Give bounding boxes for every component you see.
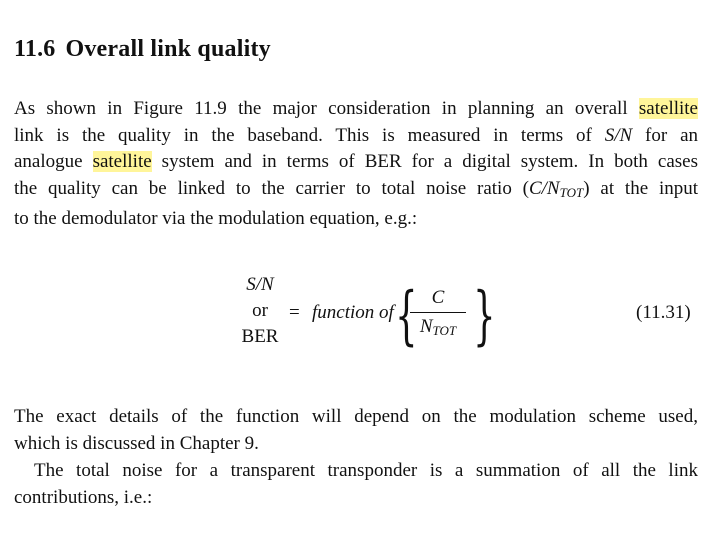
right-brace: } [473, 279, 496, 353]
text-run: for an [645, 124, 699, 146]
highlighted-term: satellite [92, 151, 152, 172]
fraction [408, 286, 468, 343]
carrier-noise-symbol [529, 178, 583, 199]
signal-noise-symbol: S/N [604, 124, 633, 146]
left-brace: { [395, 279, 418, 353]
text-run: C/N [528, 177, 560, 199]
paragraph-line [14, 176, 698, 207]
text-run: link is the quality in the baseband. This is measured in terms of [14, 124, 592, 146]
section-heading [14, 36, 271, 63]
equation-lhs [236, 272, 284, 350]
text-run: analogue [14, 151, 83, 172]
paragraph-line [14, 149, 698, 176]
fraction-bar [410, 312, 466, 313]
paragraph-noise [14, 458, 698, 511]
paragraph-line: to the demodulator via the modulation equation, e.g.: [14, 208, 418, 229]
paragraph-intro [14, 96, 698, 233]
paragraph-line: The total noise for a transparent transponder is a summation of all the link [34, 460, 698, 481]
text-run: ) at the input [583, 177, 699, 199]
paragraph-line [14, 123, 698, 150]
text-run: As shown in Figure 11.9 the major consideration in planning an overall [14, 98, 628, 119]
fraction-denominator [408, 315, 468, 343]
section-title: Overall link quality [65, 36, 271, 62]
paragraph-line [14, 96, 698, 123]
highlighted-term: satellite [638, 98, 698, 119]
equation-number: (11.31) [636, 302, 691, 323]
paragraph-line: which is discussed in Chapter 9. [14, 432, 259, 454]
paragraph-line: contributions, i.e.: [14, 486, 153, 508]
paragraph-details [14, 404, 698, 457]
lhs-sn: S/N [246, 274, 274, 295]
function-text: function of [312, 302, 394, 323]
subscript: TOT [559, 184, 584, 200]
section-number: 11.6 [14, 36, 56, 62]
lhs-ber: BER [241, 326, 279, 347]
text-run: the quality can be linked to the carrier to total noise ratio ( [14, 177, 529, 199]
subscript: TOT [432, 323, 457, 338]
text-run: N [419, 316, 433, 337]
equals-sign: = [289, 302, 300, 323]
text-run: system and in terms of BER for a digital system. In both cases [161, 151, 698, 172]
paragraph-line: The exact details of the function will depend on the modulation scheme used, [14, 406, 698, 427]
fraction-numerator: C [431, 287, 445, 308]
lhs-or: or [252, 300, 268, 321]
equation-block [0, 272, 720, 362]
